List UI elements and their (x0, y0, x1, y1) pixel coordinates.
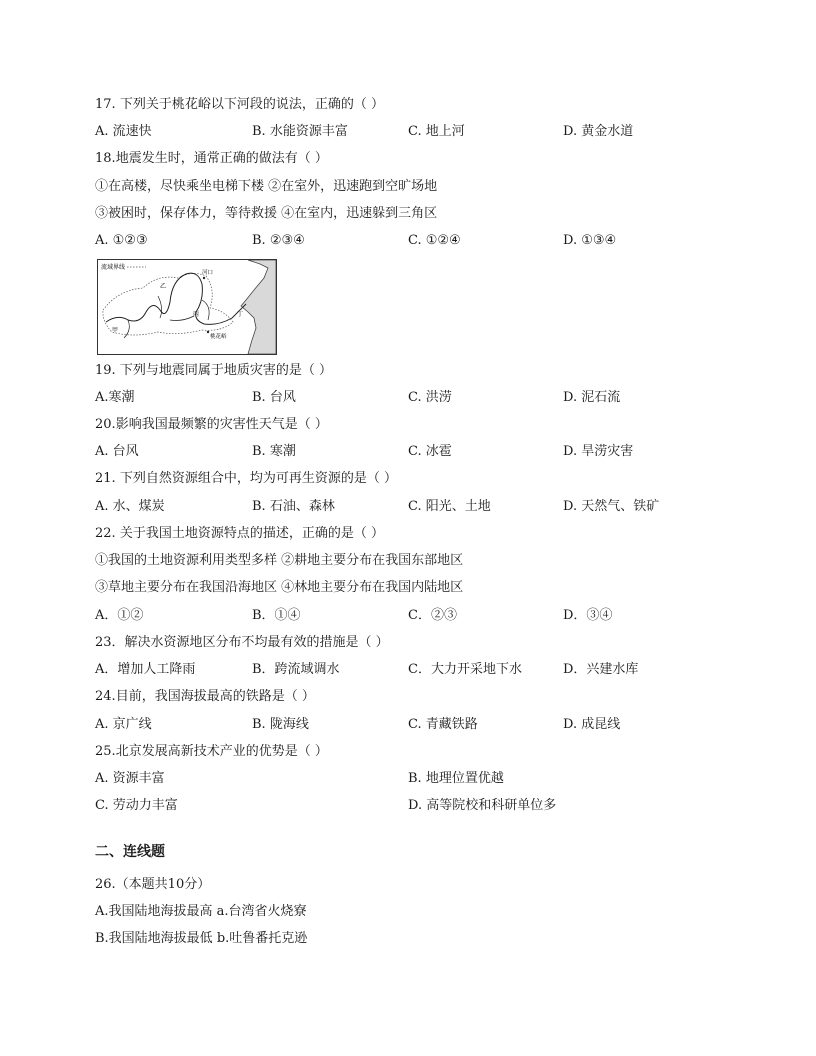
q18-option-b: B. ②③④ (252, 233, 305, 248)
q23-option-a: A．增加人工降雨 (95, 662, 196, 677)
question-22-stem: 22. 关于我国土地资源特点的描述，正确的是（ ） (95, 526, 384, 541)
q18-option-a: A. ①②③ (95, 233, 148, 248)
q19-option-c: C. 洪涝 (408, 390, 452, 405)
sea-area (241, 260, 276, 354)
question-24-stem: 24.目前，我国海拔最高的铁路是（ ） (95, 689, 315, 704)
section-2-title: 二、连线题 (95, 844, 165, 860)
q21-option-b: B. 石油、森林 (252, 499, 335, 514)
q20-option-a: A. 台风 (95, 444, 139, 459)
q24-option-d: D. 成昆线 (563, 717, 621, 732)
q25-option-d: D. 高等院校和科研单位多 (408, 798, 557, 813)
q23-option-d: D．兴建水库 (563, 662, 639, 677)
q19-option-a: A.寒潮 (95, 390, 135, 405)
q25-option-a: A. 资源丰富 (95, 771, 165, 786)
q19-option-d: D. 泥石流 (563, 390, 621, 405)
q18-option-c: C. ①②④ (408, 233, 461, 248)
yellow-river-line (106, 273, 246, 324)
q20-option-b: B. 寒潮 (252, 444, 296, 459)
q26-pair-a: A.我国陆地海拔最高 a.台湾省火烧寮 (95, 904, 307, 919)
q22-statement-2: ③草地主要分布在我国沿海地区 ④林地主要分布在我国内陆地区 (95, 580, 464, 595)
q25-option-b: B. 地理位置优越 (408, 771, 504, 786)
q20-option-c: C. 冰雹 (408, 444, 452, 459)
map-label-taohuayu: 桃花峪 (210, 334, 227, 340)
q17-option-b: B. 水能资源丰富 (252, 124, 348, 139)
question-26-header: 26.（本题共10分） (95, 877, 211, 892)
q22-option-b: B．①④ (252, 608, 301, 623)
q23-option-b: B．跨流域调水 (252, 662, 340, 677)
q25-option-c: C. 劳动力丰富 (95, 798, 178, 813)
map-label-ding: 丁 (237, 311, 244, 318)
question-17-stem: 17. 下列关于桃花峪以下河段的说法，正确的（ ） (95, 97, 384, 112)
map-legend-text: 流域界线 (101, 264, 126, 271)
map-label-yi: 乙 (160, 283, 167, 290)
q22-option-a: A．①② (95, 608, 144, 623)
q22-statement-1: ①我国的土地资源利用类型多样 ②耕地主要分布在我国东部地区 (95, 553, 464, 568)
q18-statement-2: ③被困时，保存体力，等待救援 ④在室内，迅速躲到三角区 (95, 206, 438, 221)
q22-option-d: D．③④ (563, 608, 613, 623)
question-21-stem: 21. 下列自然资源组合中，均为可再生资源的是（ ） (95, 471, 397, 486)
q21-option-c: C. 阳光、土地 (408, 499, 491, 514)
q24-option-c: C. 青藏铁路 (408, 717, 478, 732)
map-label-bing: 丙 (193, 311, 200, 318)
map-label-hekou: 河口 (202, 270, 214, 276)
q19-option-b: B. 台风 (252, 390, 296, 405)
question-20-stem: 20.影响我国最频繁的灾害性天气是（ ） (95, 417, 328, 432)
yellow-river-map (97, 259, 277, 355)
q18-option-d: D. ①③④ (563, 233, 617, 248)
q24-option-a: A. 京广线 (95, 717, 152, 732)
q26-pair-b: B.我国陆地海拔最低 b.吐鲁番托克逊 (95, 931, 308, 946)
q23-option-c: C．大力开采地下水 (408, 662, 522, 677)
map-label-jia: 甲 (112, 327, 119, 334)
q22-option-c: C．②③ (408, 608, 457, 623)
question-19-stem: 19. 下列与地震同属于地质灾害的是（ ） (95, 363, 332, 378)
q24-option-b: B. 陇海线 (252, 717, 309, 732)
question-23-stem: 23．解决水资源地区分布不均最有效的措施是（ ） (95, 635, 389, 650)
q21-option-a: A. 水、煤炭 (95, 499, 165, 514)
basin-boundary (103, 273, 233, 335)
q17-option-a: A. 流速快 (95, 124, 152, 139)
q18-statement-1: ①在高楼，尽快乘坐电梯下楼 ②在室外，迅速跑到空旷场地 (95, 179, 438, 194)
q17-option-d: D. 黄金水道 (563, 124, 634, 139)
question-18-stem: 18.地震发生时，通常正确的做法有（ ） (95, 151, 328, 166)
q21-option-d: D. 天然气、铁矿 (563, 499, 660, 514)
question-25-stem: 25.北京发展高新技术产业的优势是（ ） (95, 744, 328, 759)
q17-option-c: C. 地上河 (408, 124, 465, 139)
q20-option-d: D. 旱涝灾害 (563, 444, 634, 459)
